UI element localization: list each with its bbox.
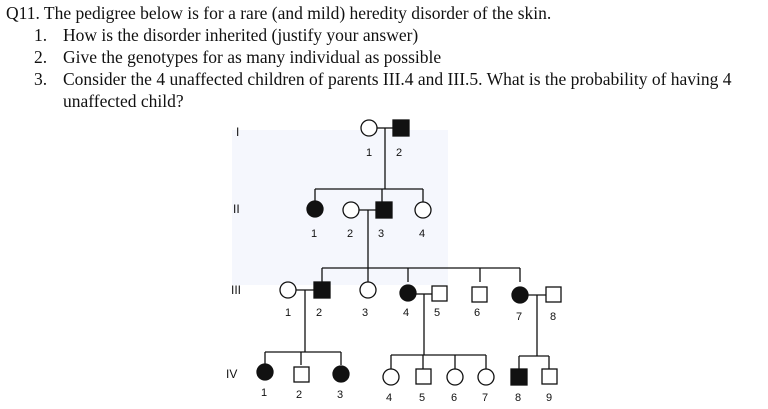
male-affected-symbol xyxy=(314,282,330,298)
male-affected-symbol xyxy=(393,120,409,136)
individual-number: 2 xyxy=(296,389,303,401)
female-unaffected-symbol xyxy=(343,202,359,218)
individual-number: 3 xyxy=(362,307,369,319)
individual-number: 9 xyxy=(546,392,553,404)
female-affected-symbol xyxy=(400,285,416,301)
individual-number: 1 xyxy=(261,387,268,399)
individual-number: 8 xyxy=(515,392,522,404)
question-number: 2. xyxy=(34,47,48,67)
female-affected-symbol xyxy=(257,364,273,380)
female-unaffected-symbol xyxy=(360,282,376,298)
individual-number: 7 xyxy=(516,311,523,323)
female-affected-symbol xyxy=(512,287,528,303)
individual-number: 3 xyxy=(378,228,385,240)
question-text: How is the disorder inherited (justify your answer) xyxy=(63,25,419,45)
male-affected-symbol xyxy=(511,369,527,385)
question-text: Consider the 4 unaffected children of parents III.4 and III.5. What is the probability of having 4 unaffected child? xyxy=(63,69,732,111)
individual-number: 3 xyxy=(337,389,344,401)
question-number: 3. xyxy=(34,69,48,89)
female-unaffected-symbol xyxy=(447,369,463,385)
female-affected-symbol xyxy=(333,366,349,382)
individual-number: 1 xyxy=(285,307,292,319)
individual-number: 4 xyxy=(419,228,426,240)
male-unaffected-symbol xyxy=(294,367,309,382)
female-unaffected-symbol xyxy=(383,369,399,385)
female-unaffected-symbol xyxy=(280,282,296,298)
question-title: Q11. The pedigree below is for a rare (and mild) heredity disorder of the skin. xyxy=(6,3,552,23)
generation-label-ii: II xyxy=(233,202,240,216)
individual-number: 1 xyxy=(366,147,373,159)
individual-number: 2 xyxy=(316,307,323,319)
individual-number: 4 xyxy=(403,307,410,319)
individual-number: 6 xyxy=(451,392,458,404)
question-text: Give the genotypes for as many individual as possible xyxy=(63,47,442,67)
female-unaffected-symbol xyxy=(478,369,494,385)
female-affected-symbol xyxy=(307,201,323,217)
generation-label-iii: III xyxy=(231,283,242,297)
question-number: 1. xyxy=(34,25,48,45)
female-unaffected-symbol xyxy=(361,120,377,136)
individual-number: 1 xyxy=(311,228,318,240)
male-unaffected-symbol xyxy=(416,369,431,384)
female-unaffected-symbol xyxy=(415,202,431,218)
individual-number: 5 xyxy=(434,307,441,319)
individual-number: 6 xyxy=(474,307,481,319)
male-affected-symbol xyxy=(376,202,392,218)
male-unaffected-symbol xyxy=(472,287,487,302)
male-unaffected-symbol xyxy=(546,287,561,302)
individual-number: 2 xyxy=(347,228,354,240)
individual-number: 8 xyxy=(550,311,557,323)
individual-number: 4 xyxy=(386,392,393,404)
generation-label-iv: IV xyxy=(226,367,238,381)
male-unaffected-symbol xyxy=(542,369,557,384)
generation-label-i: I xyxy=(236,125,240,139)
male-unaffected-symbol xyxy=(432,286,447,301)
individual-number: 7 xyxy=(482,392,489,404)
individual-number: 2 xyxy=(396,147,403,159)
individual-number: 5 xyxy=(419,392,426,404)
